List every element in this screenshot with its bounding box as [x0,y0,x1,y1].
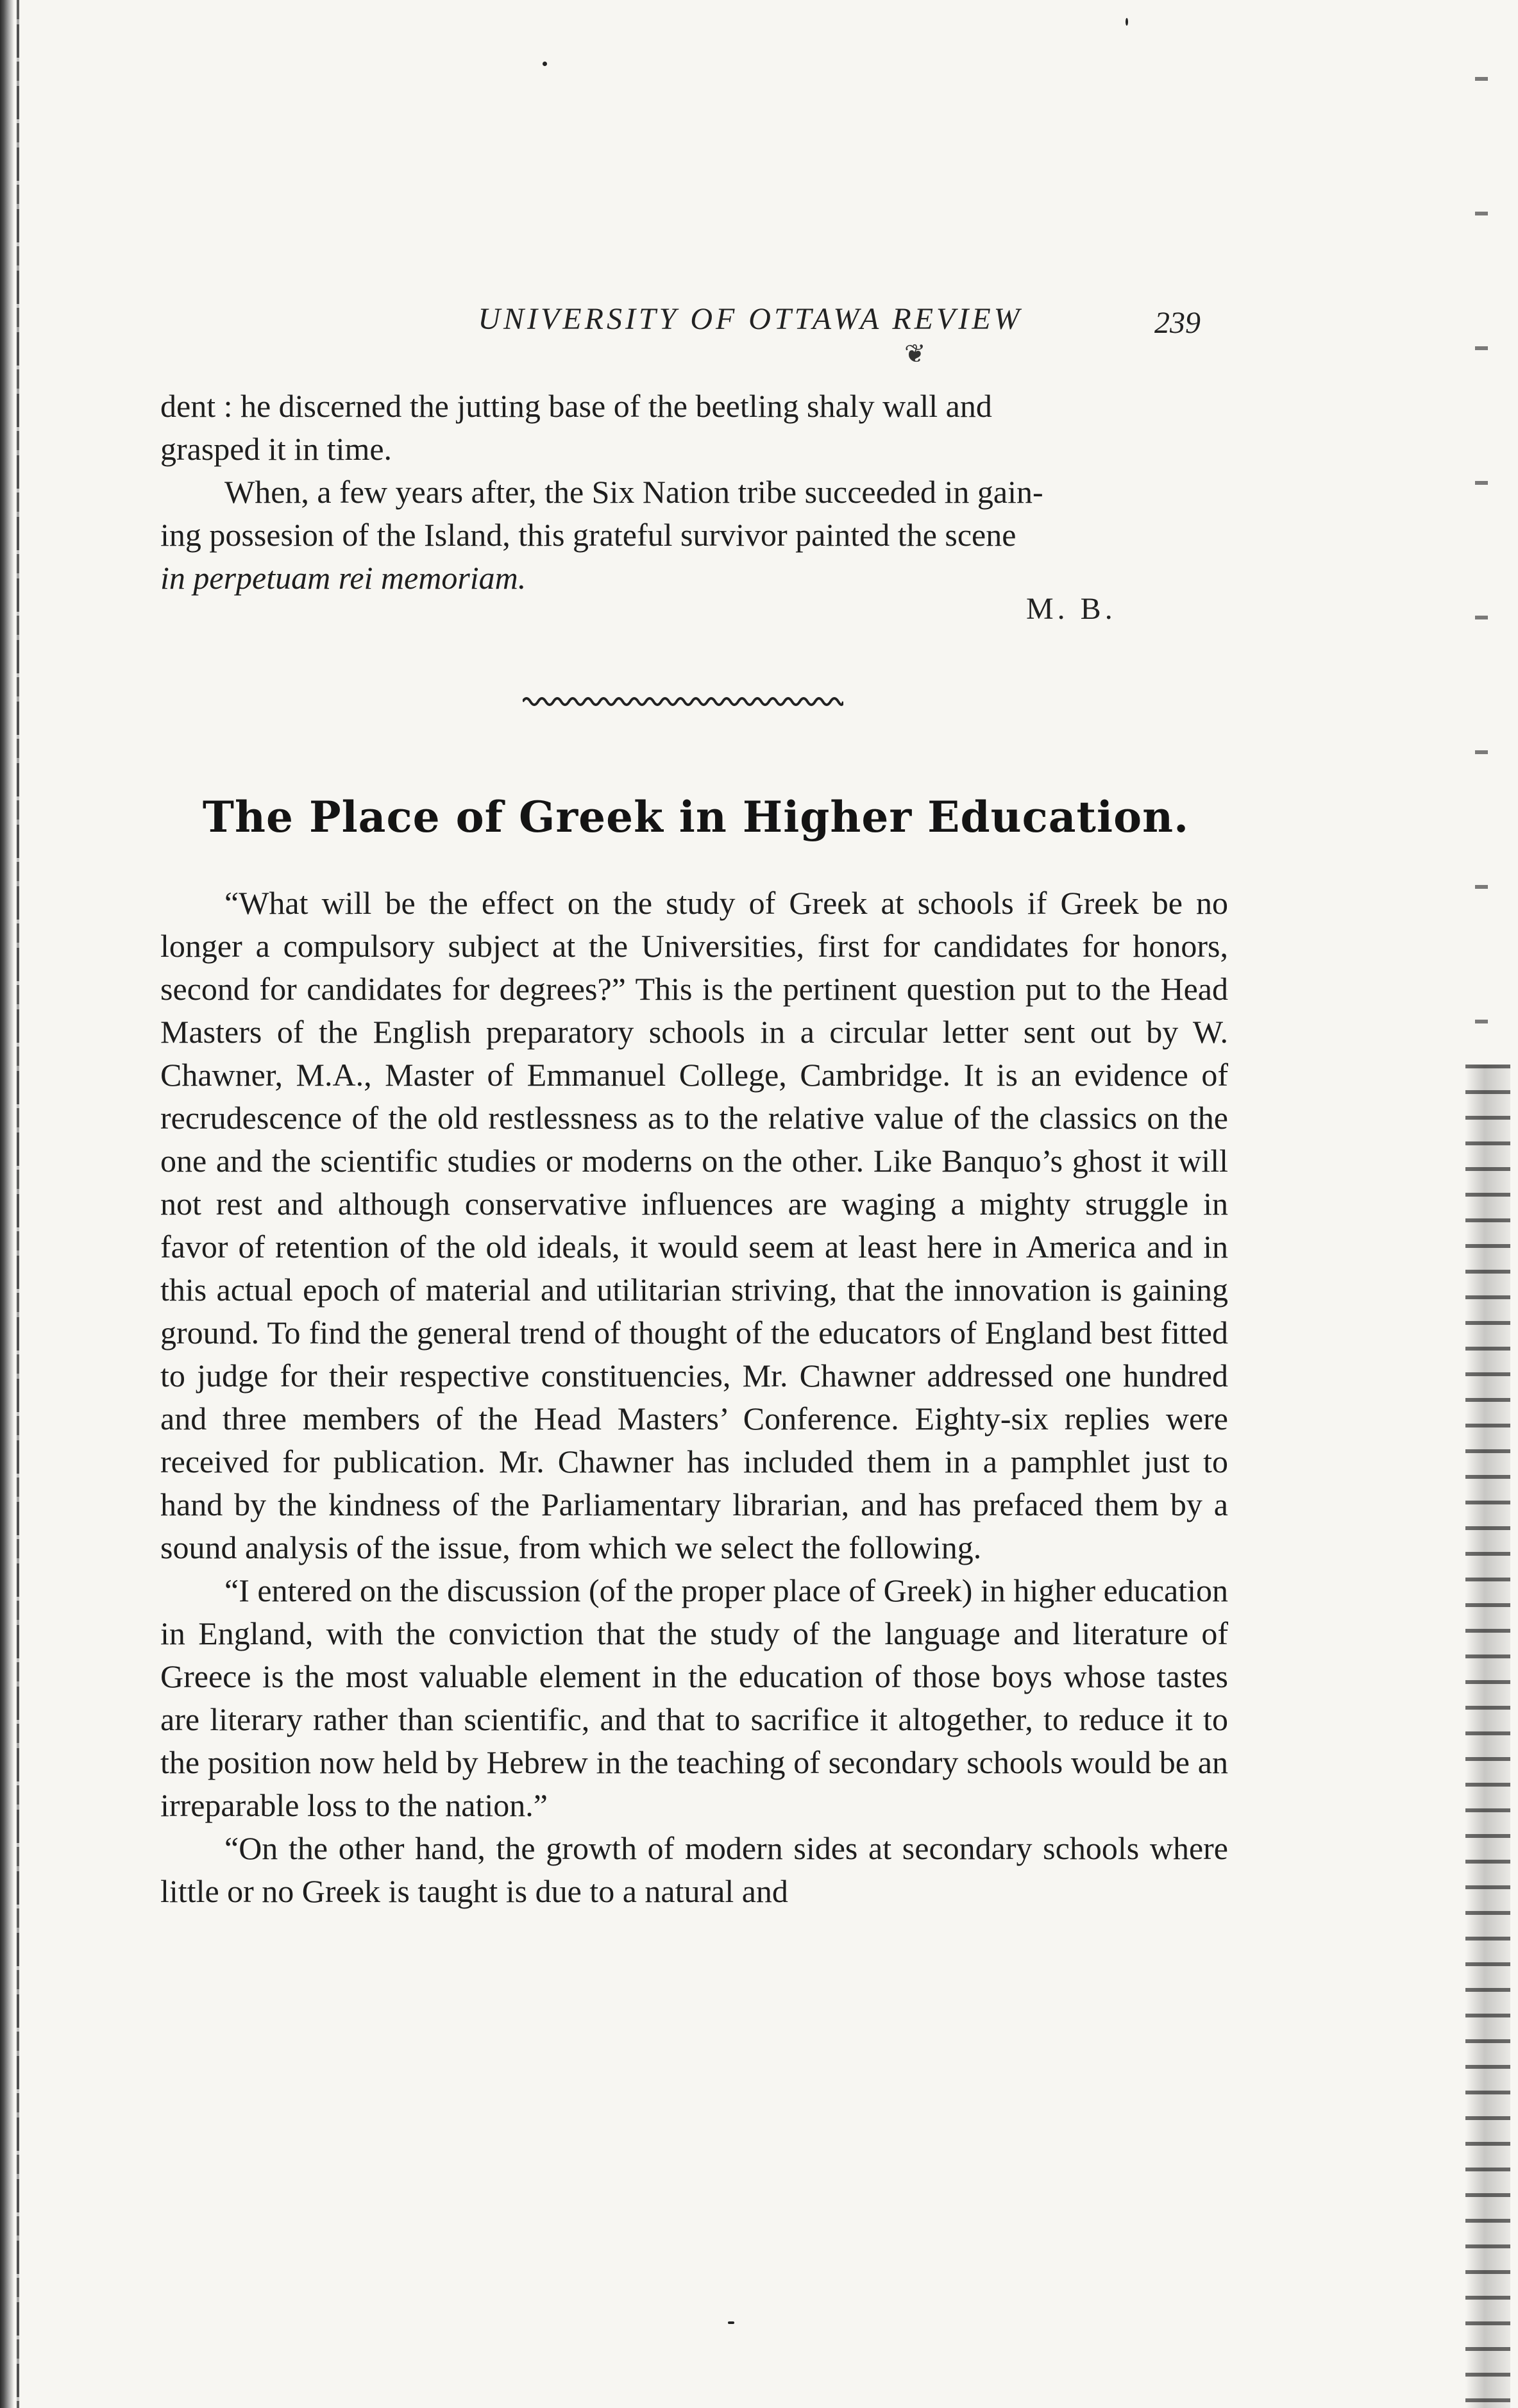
author-signature: M. B. [1026,592,1117,626]
page-binding-edge-shadow [17,0,19,2408]
text-line: grasped it in time. [160,431,392,467]
section-divider [523,693,843,711]
page-number: 239 [1154,306,1201,340]
right-margin-specks [1475,0,1488,1058]
ink-speck [1126,18,1128,26]
text-line: dent : he discerned the jutting base of the beetling shaly wall and [160,388,992,424]
page-binding-edge [0,0,14,2408]
article-title: The Place of Greek in Higher Education. [202,792,1190,842]
ink-speck [728,2321,734,2324]
right-page-edge [1465,1065,1510,2408]
article-paragraph: “On the other hand, the growth of modern sides at secondary schools where little or no Greek is taught is due to a natural and [160,1830,1228,1909]
latin-phrase: in perpetuam rei memoriam. [160,560,527,596]
paragraph-start: When, a few years after, the Six Nation tribe succeeded in gain- [224,474,1043,510]
running-head: UNIVERSITY OF OTTAWA REVIEW [478,302,1023,336]
article-paragraph: “What will be the effect on the study of Greek at schools if Greek be no longer a compulsory subject at the Universities, first for candidates for honors, second for candidates for degrees?” This is the pertinent question put to the Head Masters of the English preparatory schools in a circular letter sent out by W. Chawner, M.A., Master of Emmanuel College, Cambridge. It is an evidence of recrudescence of the old restlessness as to the relative value of the classics on the one and the scientific studies or moderns on the other. Like Banquo’s ghost it will not rest and although conservative influences are waging a mighty struggle in favor of retention of the old ideals, it would seem at least here in America and in this actual epoch of material and utilitarian striving, that the innovation is gaining ground. To find the general trend of thought of the educators of England best fitted to judge for their respective constituencies, Mr. Chawner addressed one hundred and three members of the Head Masters’ Conference. Eighty-six replies were received for publication. Mr. Chawner has included them in a pamphlet just to hand by the kindness of the Parliamentary librarian, and has prefaced them by a sound analysis of the issue, from which we select the following. [160,885,1228,1565]
printer-ornament-icon: ❦ [904,339,926,368]
previous-article-ending [160,385,1228,600]
text-line: ing possesion of the Island, this grateful survivor painted the scene [160,517,1016,553]
ink-speck [543,62,547,66]
article-body [160,882,1228,1913]
article-paragraph: “I entered on the discussion (of the proper place of Greek) in higher education in England, with the conviction that the study of the language and literature of Greece is the most valuable element in the education of those boys whose tastes are literary rather than scientific, and that to sacrifice it altogether, to reduce it to the position now held by Hebrew in the teaching of secondary schools would be an irreparable loss to the nation.” [160,1572,1228,1823]
